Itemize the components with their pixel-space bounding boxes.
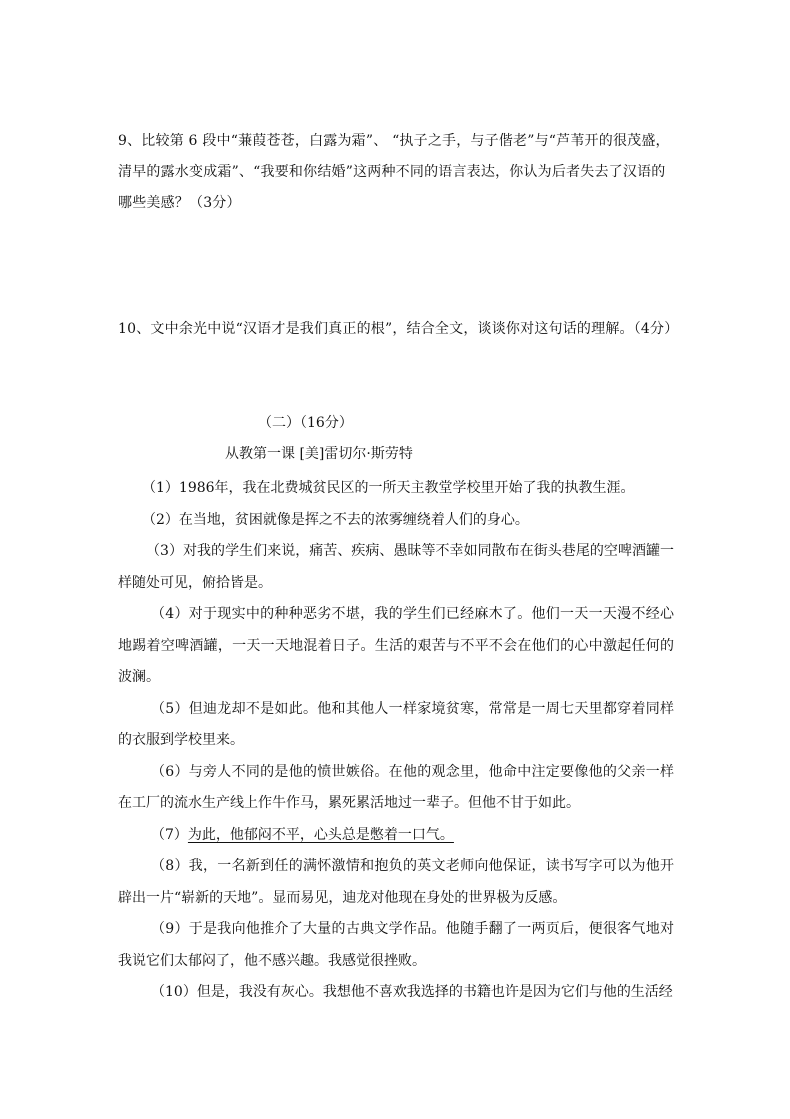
paragraph-4: （4）对于现实中的种种恶劣不堪，我的学生们已经麻木了。他们一天一天漫不经心地踢着空啤酒罐，一天一天地混着日子。生活的艰苦与不平不会在他们的心中激起任何的波澜。 xyxy=(118,606,674,685)
paragraph-7-underlined-text: 为此，他郁闷不平，心头总是憋着一口气。 xyxy=(187,826,454,843)
article-body xyxy=(118,473,674,1009)
paragraph-10: （10）但是，我没有灰心。我想他不喜欢我选择的书籍也许是因为它们与他的生活经 xyxy=(151,984,673,1000)
question-9: 9、比较第 6 段中“蒹葭苍苍，白露为霜”、 “执子之手，与子偕老”与“芦苇开的很茂盛，清早的露水变成霜”、“我要和你结婚”这两种不同的语言表达，你认为后者失去了汉语的哪些美感？（3分） xyxy=(118,133,670,211)
paragraph-6: （6）与旁人不同的是他的愤世嫉俗。在他的观念里，他命中注定要像他的父亲一样在工厂的流水生产线上作牛作马，累死累活地过一辈子。但他不甘于如此。 xyxy=(118,763,674,811)
paragraph-1: （1）1986年，我在北费城贫民区的一所天主教堂学校里开始了我的执教生涯。 xyxy=(142,480,635,496)
paragraph-5: （5）但迪龙却不是如此。他和其他人一样家境贫寒，常常是一周七天里都穿着同样的衣服到学校里来。 xyxy=(118,700,674,748)
paragraph-3: （3）对我的学生们来说，痛苦、疾病、愚昧等不幸如同散布在街头巷尾的空啤酒罐一样随处可见，俯拾皆是。 xyxy=(118,543,674,591)
paragraph-2: （2）在当地，贫困就像是挥之不去的浓雾缠绕着人们的身心。 xyxy=(142,511,529,528)
paragraph-7 xyxy=(118,820,674,852)
paragraph-8: （8）我，一名新到任的满怀激情和抱负的英文老师向他保证，读书写字可以为他开辟出一片“崭新的天地”。显而易见，迪龙对他现在身处的世界极为反感。 xyxy=(118,858,674,906)
question-10: 10、文中余光中说“汉语才是我们真正的根”，结合全文，谈谈你对这句话的理解。（4分） xyxy=(118,321,679,337)
paragraph-9: （9）于是我向他推介了大量的古典文学作品。他随手翻了一两页后，便很客气地对我说它们太郁闷了，他不感兴趣。我感觉很挫败。 xyxy=(118,921,674,969)
article-title: 从教第一课 [美]雷切尔·斯劳特 xyxy=(225,446,413,462)
paragraph-7-number: （7） xyxy=(151,826,188,843)
section-title: （二）（16分） xyxy=(258,415,353,431)
